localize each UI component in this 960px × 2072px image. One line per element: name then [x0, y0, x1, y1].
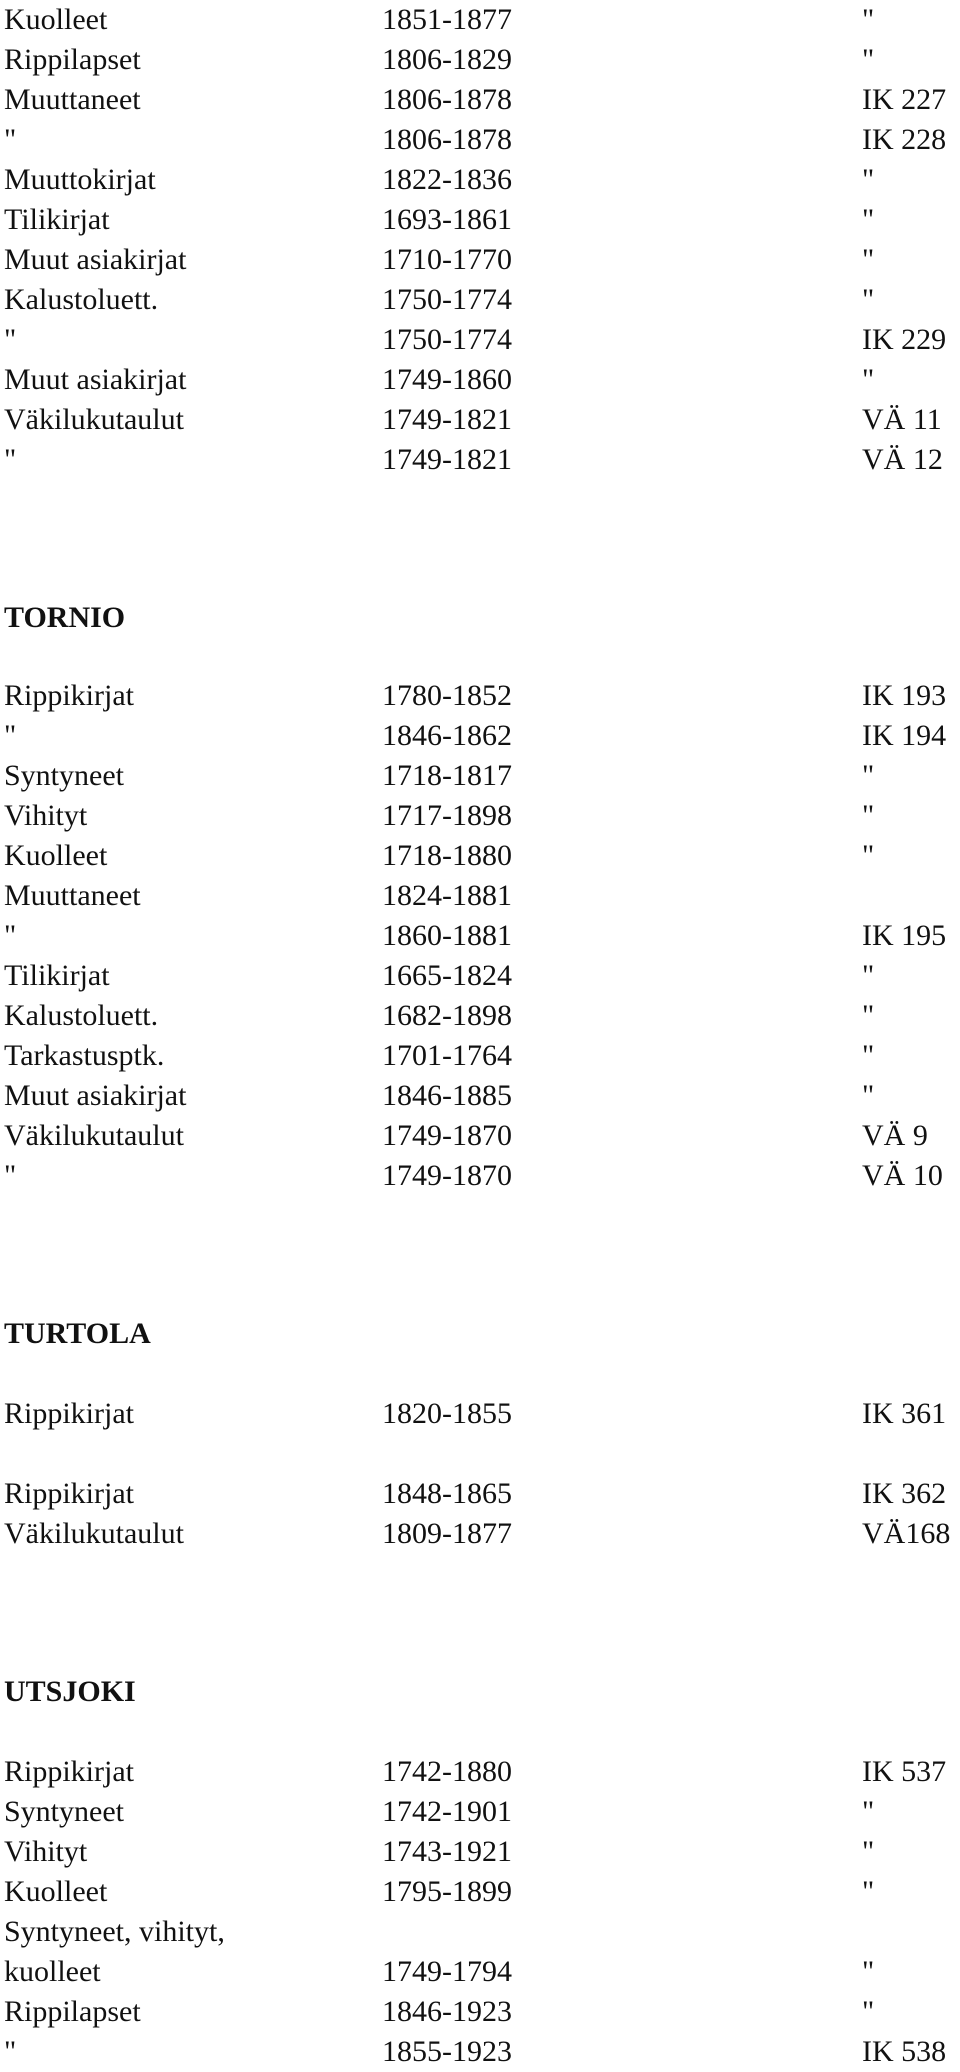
- year-range: 1718-1880: [382, 839, 512, 872]
- reference-code: IK 538: [862, 2035, 947, 2068]
- year-range: 1780-1852: [382, 679, 512, 712]
- reference-code: ": [862, 243, 875, 276]
- record-type: Rippikirjat: [4, 1477, 134, 1510]
- reference-code: IK 195: [862, 919, 947, 952]
- year-range: 1718-1817: [382, 759, 512, 792]
- table-row: [0, 1036, 960, 1076]
- table-row: [0, 400, 960, 440]
- year-range: 1820-1855: [382, 1397, 512, 1430]
- record-type: Kuolleet: [4, 3, 108, 36]
- reference-code: ": [862, 1995, 875, 2028]
- record-type: Vihityt: [4, 1835, 88, 1868]
- section-heading-turtola: TURTOLA: [4, 1317, 151, 1350]
- record-type: ": [4, 2035, 17, 2068]
- year-range: 1701-1764: [382, 1039, 512, 1072]
- year-range: 1749-1821: [382, 403, 512, 436]
- record-type: Muut asiakirjat: [4, 363, 187, 396]
- reference-code: ": [862, 1795, 875, 1828]
- record-type: ": [4, 919, 17, 952]
- table-row: [0, 80, 960, 120]
- year-range: 1665-1824: [382, 959, 512, 992]
- record-type: Muuttaneet: [4, 879, 141, 912]
- year-range: 1742-1880: [382, 1755, 512, 1788]
- reference-code: ": [862, 1039, 875, 1072]
- reference-code: IK 229: [862, 323, 947, 356]
- year-range: 1693-1861: [382, 203, 512, 236]
- reference-code: IK 537: [862, 1755, 947, 1788]
- table-row: [0, 2032, 960, 2072]
- section-heading-utsjoki: UTSJOKI: [4, 1675, 136, 1708]
- reference-code: ": [862, 1835, 875, 1868]
- record-type: Tilikirjat: [4, 959, 110, 992]
- table-row: [0, 160, 960, 200]
- year-range: 1806-1829: [382, 43, 512, 76]
- year-range: 1855-1923: [382, 2035, 512, 2068]
- record-type: Tilikirjat: [4, 203, 110, 236]
- table-row: [0, 1076, 960, 1116]
- reference-code: ": [862, 163, 875, 196]
- year-range: 1749-1870: [382, 1119, 512, 1152]
- record-type: Kalustoluett.: [4, 999, 159, 1032]
- reference-code: ": [862, 363, 875, 396]
- record-type: ": [4, 323, 17, 356]
- record-type: Rippikirjat: [4, 679, 134, 712]
- table-row: [0, 716, 960, 756]
- record-type: ": [4, 123, 17, 156]
- year-range: 1846-1923: [382, 1995, 512, 2028]
- record-type: Rippikirjat: [4, 1397, 134, 1430]
- year-range: 1742-1901: [382, 1795, 512, 1828]
- record-type: Väkilukutaulut: [4, 403, 184, 436]
- table-row: [0, 1792, 960, 1832]
- record-type: Väkilukutaulut: [4, 1119, 184, 1152]
- year-range: 1806-1878: [382, 123, 512, 156]
- year-range: 1824-1881: [382, 879, 512, 912]
- year-range: 1851-1877: [382, 3, 512, 36]
- reference-code: ": [862, 839, 875, 872]
- year-range: 1749-1794: [382, 1955, 512, 1988]
- record-type: Syntyneet, vihityt,: [4, 1915, 225, 1948]
- reference-code: VÄ 9: [862, 1119, 928, 1152]
- table-row: [0, 360, 960, 400]
- year-range: 1682-1898: [382, 999, 512, 1032]
- record-type: Syntyneet: [4, 759, 124, 792]
- section-heading-tornio: TORNIO: [4, 601, 126, 634]
- reference-code: ": [862, 1875, 875, 1908]
- record-type: Kalustoluett.: [4, 283, 159, 316]
- record-type: Syntyneet: [4, 1795, 124, 1828]
- table-row: [0, 1474, 960, 1514]
- record-type: ": [4, 443, 17, 476]
- table-row: [0, 1872, 960, 1912]
- reference-code: IK 362: [862, 1477, 947, 1510]
- year-range: 1749-1860: [382, 363, 512, 396]
- table-row: [0, 876, 960, 916]
- reference-code: ": [862, 3, 875, 36]
- year-range: 1750-1774: [382, 283, 512, 316]
- record-type: Muuttokirjat: [4, 163, 156, 196]
- table-row: [0, 240, 960, 280]
- record-type: Muut asiakirjat: [4, 1079, 187, 1112]
- table-row: [0, 200, 960, 240]
- reference-code: ": [862, 203, 875, 236]
- table-row: [0, 40, 960, 80]
- year-range: 1809-1877: [382, 1517, 512, 1550]
- reference-code: IK 227: [862, 83, 947, 116]
- year-range: 1822-1836: [382, 163, 512, 196]
- record-type: ": [4, 1159, 17, 1192]
- table-row: [0, 1514, 960, 1554]
- table-row: [0, 1394, 960, 1434]
- reference-code: ": [862, 959, 875, 992]
- reference-code: VÄ 10: [862, 1159, 943, 1192]
- reference-code: IK 194: [862, 719, 947, 752]
- record-type: Kuolleet: [4, 1875, 108, 1908]
- year-range: 1743-1921: [382, 1835, 512, 1868]
- table-row: [0, 956, 960, 996]
- record-type: Muut asiakirjat: [4, 243, 187, 276]
- record-type: ": [4, 719, 17, 752]
- table-row: [0, 756, 960, 796]
- table-row: [0, 1832, 960, 1872]
- reference-code: VÄ 12: [862, 443, 943, 476]
- record-type: Kuolleet: [4, 839, 108, 872]
- record-type: Tarkastusptk.: [4, 1039, 165, 1072]
- year-range: 1846-1885: [382, 1079, 512, 1112]
- record-type: kuolleet: [4, 1955, 101, 1988]
- reference-code: ": [862, 999, 875, 1032]
- table-row: [0, 120, 960, 160]
- table-row: [0, 1952, 960, 1992]
- record-type: Rippilapset: [4, 43, 141, 76]
- record-type: Väkilukutaulut: [4, 1517, 184, 1550]
- year-range: 1750-1774: [382, 323, 512, 356]
- reference-code: ": [862, 1079, 875, 1112]
- year-range: 1860-1881: [382, 919, 512, 952]
- table-row: [0, 320, 960, 360]
- year-range: 1795-1899: [382, 1875, 512, 1908]
- table-row: [0, 1116, 960, 1156]
- table-row: [0, 676, 960, 716]
- reference-code: IK 361: [862, 1397, 947, 1430]
- year-range: 1806-1878: [382, 83, 512, 116]
- record-type: Rippikirjat: [4, 1755, 134, 1788]
- table-row: [0, 440, 960, 480]
- year-range: 1717-1898: [382, 799, 512, 832]
- reference-code: IK 193: [862, 679, 947, 712]
- table-row: [0, 916, 960, 956]
- record-type: Muuttaneet: [4, 83, 141, 116]
- year-range: 1848-1865: [382, 1477, 512, 1510]
- reference-code: ": [862, 759, 875, 792]
- table-row: [0, 1752, 960, 1792]
- table-row: [0, 280, 960, 320]
- year-range: 1749-1870: [382, 1159, 512, 1192]
- reference-code: ": [862, 283, 875, 316]
- table-row: [0, 836, 960, 876]
- year-range: 1846-1862: [382, 719, 512, 752]
- record-type: Rippilapset: [4, 1995, 141, 2028]
- reference-code: ": [862, 799, 875, 832]
- reference-code: VÄ168: [862, 1517, 951, 1550]
- year-range: 1710-1770: [382, 243, 512, 276]
- table-row: [0, 1912, 960, 1952]
- table-row: [0, 796, 960, 836]
- reference-code: ": [862, 1955, 875, 1988]
- record-type: Vihityt: [4, 799, 88, 832]
- reference-code: VÄ 11: [862, 403, 942, 436]
- table-row: [0, 0, 960, 40]
- reference-code: IK 228: [862, 123, 947, 156]
- table-row: [0, 1156, 960, 1196]
- table-row: [0, 1992, 960, 2032]
- reference-code: ": [862, 43, 875, 76]
- table-row: [0, 996, 960, 1036]
- year-range: 1749-1821: [382, 443, 512, 476]
